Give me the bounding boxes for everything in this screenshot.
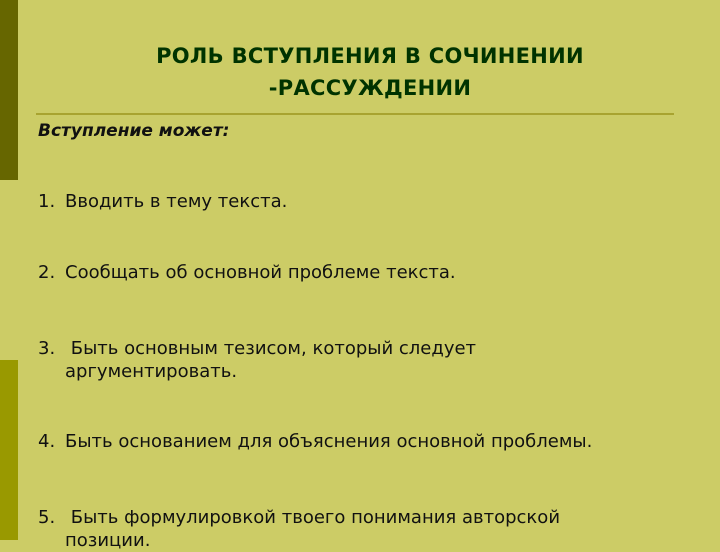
list-item-text: Быть формулировкой твоего понимания авторской позиции.	[65, 507, 566, 551]
list-item	[38, 430, 698, 453]
title-divider	[36, 113, 674, 115]
slide-title-line-2: -РАССУЖДЕНИИ	[268, 76, 472, 100]
list-item	[38, 337, 598, 383]
intro-text: Вступление может:	[38, 121, 230, 141]
list-item-number: 4.	[38, 431, 56, 452]
slide-title	[60, 40, 680, 104]
list-item-number: 2.	[38, 262, 56, 283]
list-item-number: 1.	[38, 191, 56, 212]
list-item-text: Вводить в тему текста.	[65, 191, 288, 212]
list-item-text: Сообщать об основной проблеме текста.	[65, 262, 456, 283]
list-item-number: 5.	[38, 507, 56, 528]
slide-title-line-1: РОЛЬ ВСТУПЛЕНИЯ В СОЧИНЕНИИ	[156, 44, 584, 68]
list-item	[38, 261, 698, 284]
accent-bar-top	[0, 0, 18, 180]
list-item-number: 3.	[38, 338, 56, 359]
list-item-text: Быть основным тезисом, который следует аргументировать.	[65, 338, 482, 382]
list-item	[38, 190, 698, 213]
accent-bar-bottom	[0, 360, 18, 540]
list-item-text: Быть основанием для объяснения основной проблемы.	[65, 431, 593, 452]
list-item	[38, 506, 638, 552]
